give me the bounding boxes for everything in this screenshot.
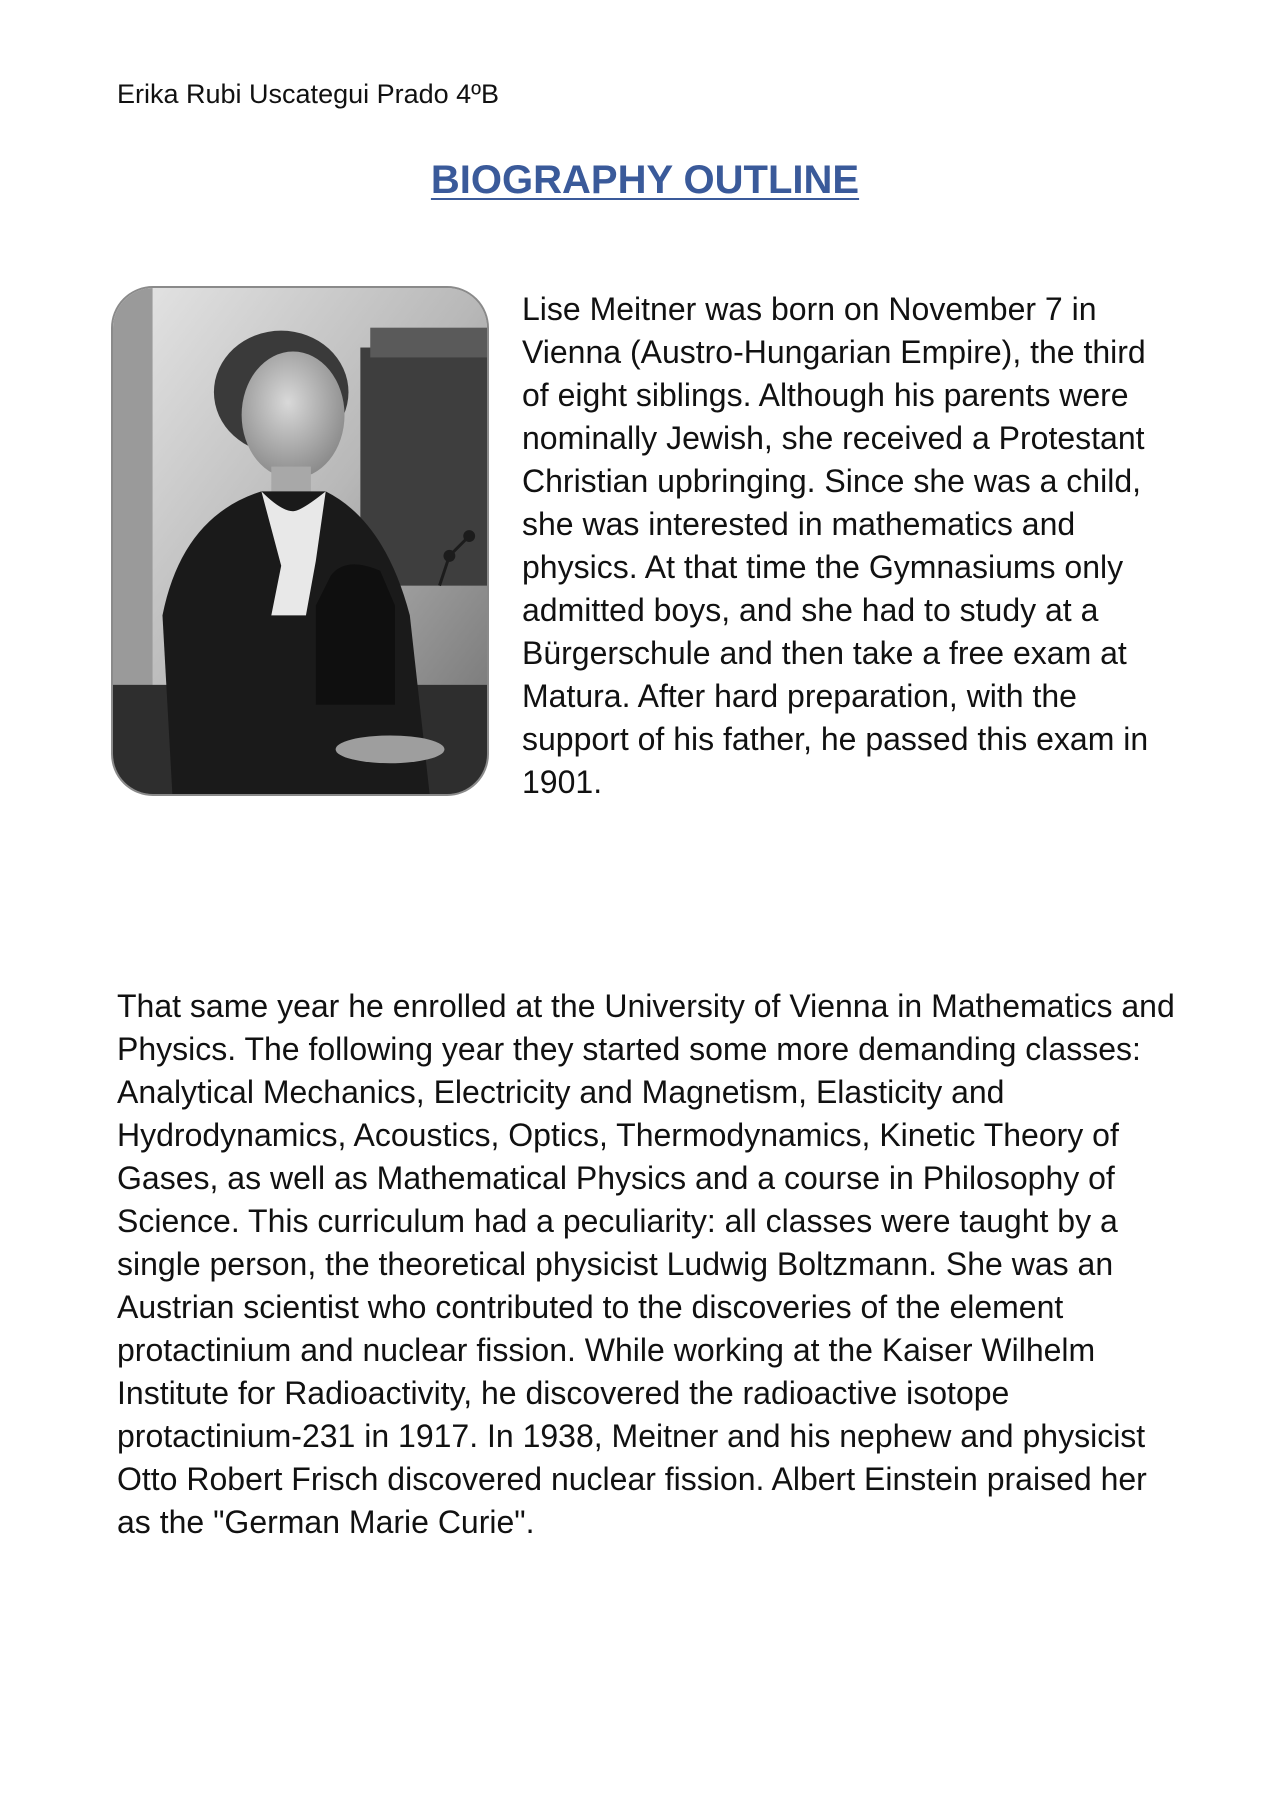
biography-paragraph-career: That same year he enrolled at the University of Vienna in Mathematics and Physics. The following year they started some more demanding classes: Analytical Mechanics, Electricity and Magnetism, Elasticity and Hydrodynamics, Acoustics, Optics, Thermodynamics, Kinetic Theory of Gases, as well as Mathematical Physics and a course in Philosophy of Science. This curriculum had a peculiarity: all classes were taught by a single person, the theoretical physicist Ludwig Boltzmann. She was an Austrian scientist who contributed to the discoveries of the element protactinium and nuclear fission. While working at the Kaiser Wilhelm Institute for Radioactivity, he discovered the radioactive isotope protactinium-231 in 1917. In 1938, Meitner and his nephew and physicist Otto Robert Frisch discovered nuclear fission. Albert Einstein praised her as the "German Marie Curie". bbox=[117, 988, 1175, 1540]
biography-paragraph-early-life: Lise Meitner was born on November 7 in Vienna (Austro-Hungarian Empire), the third of eight siblings. Although his parents were nominally Jewish, she received a Protestant Christian upbringing. Since she was a child, she was interested in mathematics and physics. At that time the Gymnasiums only admitted boys, and she had to study at a Bürgerschule and then take a free exam at Matura. After hard preparation, with the support of his father, he passed this exam in 1901. bbox=[522, 291, 1149, 800]
portrait-photo bbox=[111, 286, 489, 796]
author-line: Erika Rubi Uscategui Prado 4ºB bbox=[117, 79, 500, 109]
page-title: BIOGRAPHY OUTLINE bbox=[430, 158, 860, 202]
